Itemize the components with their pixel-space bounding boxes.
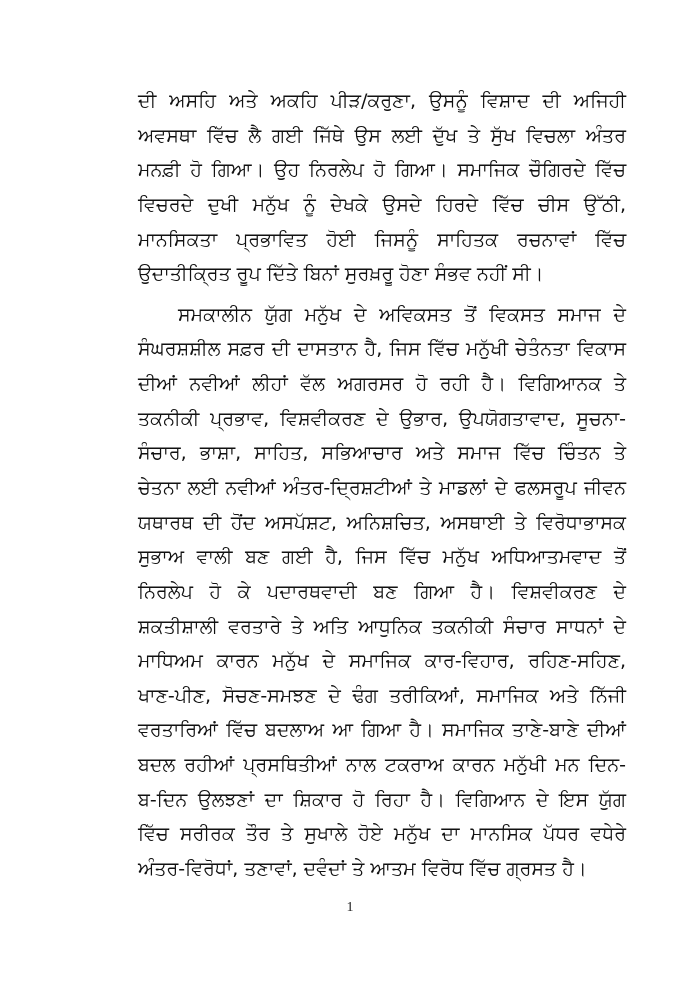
- paragraph-2-line-6: ਚੇਤਨਾ ਲਈ ਨਵੀਆਂ ਅੰਤਰ-ਦ੍ਰਿਸ਼ਟੀਆਂ ਤੇ ਮਾਡਲਾਂ ਦੇ ਫਲਸਰੂਪ ਜੀਵਨ: [138, 477, 626, 499]
- paragraph-2-line-3: ਦੀਆਂ ਨਵੀਆਂ ਲੀਹਾਂ ਵੱਲ ਅਗਰਸਰ ਹੋ ਰਹੀ ਹੈ। ਵਿਗਿਆਨਕ ਤੇ: [138, 373, 626, 395]
- page-number: 1: [346, 900, 354, 915]
- paragraph-2-line-1: ਸਮਕਾਲੀਨ ਯੁੱਗ ਮਨੁੱਖ ਦੇ ਅਵਿਕਸਤ ਤੋਂ ਵਿਕਸਤ ਸਮਾਜ ਦੇ: [178, 304, 626, 326]
- paragraph-2-line-10: ਸ਼ਕਤੀਸ਼ਾਲੀ ਵਰਤਾਰੇ ਤੇ ਅਤਿ ਆਧੁਨਿਕ ਤਕਨੀਕੀ ਸੰਚਾਰ ਸਾਧਨਾਂ ਦੇ: [138, 616, 626, 638]
- paragraph-2-line-11: ਮਾਧਿਅਮ ਕਾਰਨ ਮਨੁੱਖ ਦੇ ਸਮਾਜਿਕ ਕਾਰ-ਵਿਹਾਰ, ਰਹਿਣ-ਸਹਿਣ,: [138, 650, 626, 672]
- paragraph-2-line-17: ਅੰਤਰ-ਵਿਰੋਧਾਂ, ਤਣਾਵਾਂ, ਦਵੰਦਾਂ ਤੇ ਆਤਮ ਵਿਰੋਧ ਵਿੱਚ ਗ੍ਰਸਤ ਹੈ।: [138, 858, 587, 880]
- paragraph-2-line-8: ਸੁਭਾਅ ਵਾਲੀ ਬਣ ਗਈ ਹੈ, ਜਿਸ ਵਿੱਚ ਮਨੁੱਖ ਅਧਿਆਤਮਵਾਦ ਤੋਂ: [138, 546, 626, 568]
- paragraph-1-line-5: ਮਾਨਸਿਕਤਾ ਪ੍ਰਭਾਵਿਤ ਹੋਈ ਜਿਸਨੂੰ ਸਾਹਿਤਕ ਰਚਨਾਵਾਂ ਵਿੱਚ: [138, 229, 626, 251]
- paragraph-2-line-9: ਨਿਰਲੇਪ ਹੋ ਕੇ ਪਦਾਰਥਵਾਦੀ ਬਣ ਗਿਆ ਹੈ। ਵਿਸ਼ਵੀਕਰਣ ਦੇ: [138, 581, 626, 603]
- paragraph-1-line-6: ਉਦਾਤੀਕ੍ਰਿਤ ਰੂਪ ਦਿੱਤੇ ਬਿਨਾਂ ਸੁਰਖ਼ਰੂ ਹੋਣਾ ਸੰਭਵ ਨਹੀਂ ਸੀ।: [138, 263, 544, 285]
- paragraph-1-line-4: ਵਿਚਰਦੇ ਦੁਖੀ ਮਨੁੱਖ ਨੂੰ ਦੇਖਕੇ ਉਸਦੇ ਹਿਰਦੇ ਵਿੱਚ ਚੀਸ ਉੱਠੀ,: [138, 194, 626, 216]
- paragraph-2-line-14: ਬਦਲ ਰਹੀਆਂ ਪ੍ਰਸਥਿਤੀਆਂ ਨਾਲ ਟਕਰਾਅ ਕਾਰਨ ਮਨੁੱਖੀ ਮਨ ਦਿਨ-: [138, 754, 626, 776]
- paragraph-2-line-16: ਵਿੱਚ ਸਰੀਰਕ ਤੌਰ ਤੇ ਸੁਖਾਲੇ ਹੋਏ ਮਨੁੱਖ ਦਾ ਮਾਨਸਿਕ ਪੱਧਰ ਵਧੇਰੇ: [138, 823, 626, 845]
- paragraph-1-line-2: ਅਵਸਥਾ ਵਿੱਚ ਲੈ ਗਈ ਜਿੱਥੇ ਉਸ ਲਈ ਦੁੱਖ ਤੇ ਸੁੱਖ ਵਿਚਲਾ ਅੰਤਰ: [138, 125, 626, 147]
- paragraph-2-line-13: ਵਰਤਾਰਿਆਂ ਵਿੱਚ ਬਦਲਾਅ ਆ ਗਿਆ ਹੈ। ਸਮਾਜਿਕ ਤਾਣੇ-ਬਾਣੇ ਦੀਆਂ: [138, 719, 626, 741]
- paragraph-2-line-15: ਬ-ਦਿਨ ਉਲਝਣਾਂ ਦਾ ਸ਼ਿਕਾਰ ਹੋ ਰਿਹਾ ਹੈ। ਵਿਗਿਆਨ ਦੇ ਇਸ ਯੁੱਗ: [138, 789, 626, 811]
- paragraph-2-line-7: ਯਥਾਰਥ ਦੀ ਹੋਂਦ ਅਸਪੱਸ਼ਟ, ਅਨਿਸ਼ਚਿਤ, ਅਸਥਾਈ ਤੇ ਵਿਰੋਧਾਭਾਸਕ: [138, 512, 626, 534]
- paragraph-2-line-12: ਖਾਣ-ਪੀਣ, ਸੋਚਣ-ਸਮਝਣ ਦੇ ਢੰਗ ਤਰੀਕਿਆਂ, ਸਮਾਜਿਕ ਅਤੇ ਨਿੱਜੀ: [138, 685, 626, 707]
- paragraph-1-line-1: ਦੀ ਅਸਹਿ ਅਤੇ ਅਕਹਿ ਪੀੜ/ਕਰੁਣਾ, ਉਸਨੂੰ ਵਿਸ਼ਾਦ ਦੀ ਅਜਿਹੀ: [138, 90, 626, 112]
- paragraph-2-line-4: ਤਕਨੀਕੀ ਪ੍ਰਭਾਵ, ਵਿਸ਼ਵੀਕਰਣ ਦੇ ਉਭਾਰ, ਉਪਯੋਗਤਾਵਾਦ, ਸੂਚਨਾ-: [138, 408, 626, 430]
- paragraph-1-line-3: ਮਨਫ਼ੀ ਹੋ ਗਿਆ। ਉਹ ਨਿਰਲੇਪ ਹੋ ਗਿਆ। ਸਮਾਜਿਕ ਚੌਗਿਰਦੇ ਵਿੱਚ: [138, 159, 626, 181]
- paragraph-2-line-2: ਸੰਘਰਸ਼ਸ਼ੀਲ ਸਫ਼ਰ ਦੀ ਦਾਸਤਾਨ ਹੈ, ਜਿਸ ਵਿੱਚ ਮਨੁੱਖੀ ਚੇਤੰਨਤਾ ਵਿਕਾਸ: [138, 338, 626, 360]
- paragraph-2-line-5: ਸੰਚਾਰ, ਭਾਸ਼ਾ, ਸਾਹਿਤ, ਸਭਿਆਚਾਰ ਅਤੇ ਸਮਾਜ ਵਿੱਚ ਚਿੰਤਨ ਤੇ: [138, 442, 626, 464]
